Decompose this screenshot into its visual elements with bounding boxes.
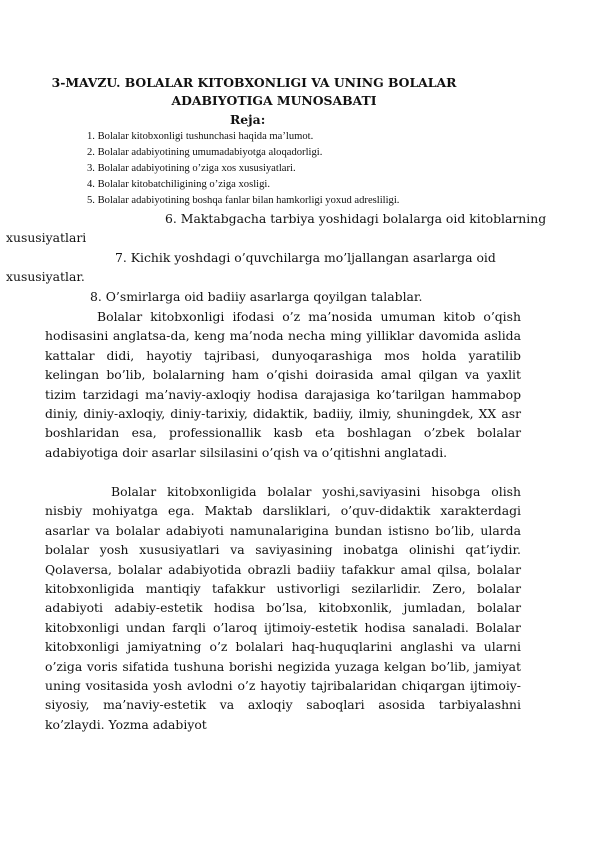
plan-item-6: 6. Maktabgacha tarbiya yoshidagi bolalarga oid kitoblarning <box>165 211 547 226</box>
plan-item-2: 2. Bolalar adabiyotining umumadabiyotga aloqadorligi. <box>87 147 323 158</box>
plan-item-7: 7. Kichik yoshdagi o’quvchilarga mo’ljallangan asarlarga oid <box>115 250 496 265</box>
body-paragraph-2: Bolalar kitobxonligida bolalar yoshi,saviyasini hisobga olish nisbiy mohiyatga ega. Maktab darsliklari, o’quv-didaktik xarakterdagi asarlar va bolalar adabiyoti namunalarigina bundan istisno bo’lib, ularda bolalar yosh xususiyatlari va saviyasining inobatga olinishi qat’iydir. Qolaversa, bolalar adabiyotida obrazli badiiy tafakkur amal qilsa, bolalar kitobxonligida mantiqiy tafakkur ustivorligi sezilarlidir. Zero, bolalar adabiyoti adabiy-estetik hodisa bo’lsa, kitobxonlik, jumladan, bolalar kitobxonligi undan farqli o’laroq ijtimoiy-estetik hodisa sanaladi. Bolalar kitobxonligi jamiyatning o’z bolalari haq-huquqlarini anglashi va ularni o’ziga voris sifatida tushuna borishi negizida yuzaga kelgan bo’lib, jamiyat uning vositasida yosh avlodni o’z hayotiy tajribalaridan chiqargan ijtimoiy-siyosiy, ma’naviy-estetik va axloqiy saboqlari asosida tarbiyalashni ko’zlaydi. Yozma adabiyot <box>45 484 521 732</box>
plan-item-1: 1. Bolalar kitobxonligi tushunchasi haqida ma’lumot. <box>87 131 314 142</box>
body-paragraph-1: Bolalar kitobxonligi ifodasi o’z ma’nosida umuman kitob o’qish hodisasini anglatsa-da, keng ma’noda necha ming yilliklar davomida aslida kattalar didi, hayotiy tajribasi, dunyoqarashiga mos holda yaratilib kelingan bo’lib, bolalarning ham o’qishi doirasida amal qilgan va yaxlit tizim tarzidagi ma’naviy-axloqiy hodisa darajasiga ko’tarilgan hammabop diniy, diniy-axloqiy, diniy-tarixiy, didaktik, badiiy, ilmiy, shuningdek, XX asr boshlaridan esa, professionallik kasb eta boshlagan o’zbek bolalar adabiyotiga doir asarlar silsilasini o’qish va o’qitishni anglatadi. <box>45 309 521 460</box>
plan-item-3: 3. Bolalar adabiyotining o’ziga xos xususiyatlari. <box>87 163 296 174</box>
plan-item-4: 4. Bolalar kitobatchiligining o’ziga xosligi. <box>87 179 271 190</box>
plan-item-5: 5. Bolalar adabiyotining boshqa fanlar bilan hamkorligi yoxud adresliligi. <box>87 195 400 206</box>
topic-title-line-2: ADABIYOTIGA MUNOSABATI <box>171 93 377 108</box>
plan-heading: Reja: <box>230 112 266 127</box>
plan-item-8: 8. O’smirlarga oid badiiy asarlarga qoyilgan talablar. <box>90 289 423 304</box>
plan-item-7-continued: xususiyatlar. <box>6 269 85 284</box>
topic-title-line-1: 3-MAVZU. BOLALAR KITOBXONLIGI VA UNING BOLALAR <box>51 75 457 90</box>
plan-item-6-continued: xususiyatlari <box>6 230 87 245</box>
